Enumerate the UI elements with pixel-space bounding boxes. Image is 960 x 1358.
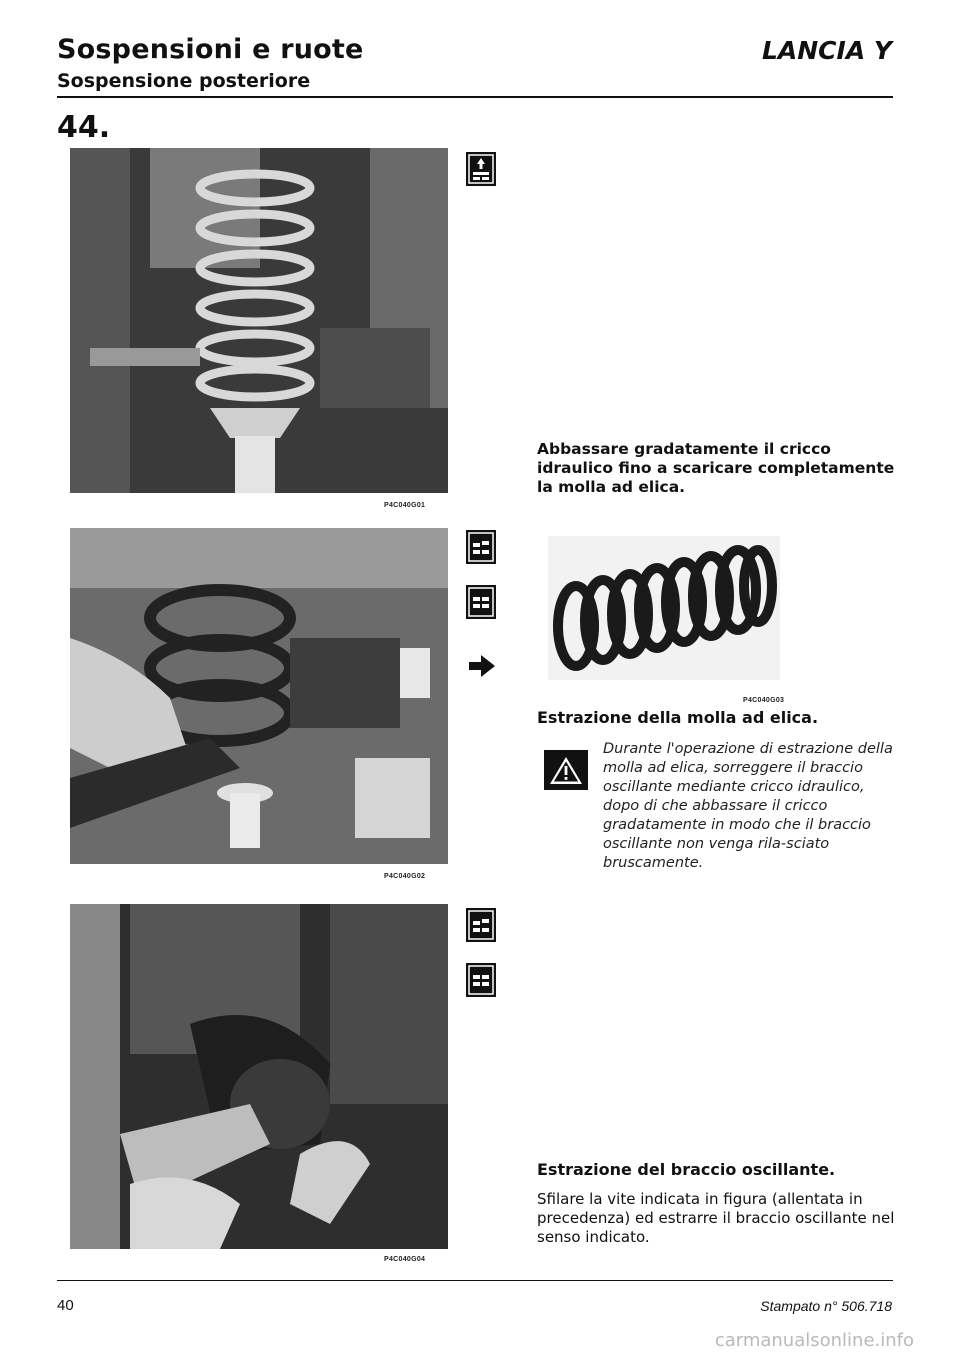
step-arm-removal: Sfilare la vite indicata in figura (allentata in precedenza) ed estrarre il braccio oscillante nel senso indicato. (537, 1190, 895, 1246)
page-number: 40 (57, 1297, 74, 1314)
heading-arm-removal: Estrazione del braccio oscillante. (537, 1160, 836, 1179)
lift-icon (466, 152, 496, 186)
footer-rule (57, 1280, 893, 1281)
photo-spring-removal (70, 528, 448, 864)
photo-coil-spring (548, 536, 780, 680)
heading-spring-removal: Estrazione della molla ad elica. (537, 708, 819, 727)
figure-code-4: P4C040G04 (384, 1256, 426, 1263)
photo-arm-removal (70, 904, 448, 1249)
step-lower-jack: Abbassare gradatamente il cricco idraulico fino a scaricare completamente la molla ad elica. (537, 440, 895, 496)
figure-code-1: P4C040G01 (384, 502, 426, 509)
section-title: Sospensioni e ruote (57, 34, 364, 65)
print-reference: Stampato n° 506.718 (760, 1298, 892, 1314)
warning-icon (544, 750, 588, 790)
arrow-right-icon (468, 653, 496, 684)
photo-spring-lowering (70, 148, 448, 493)
disassemble-icon-2 (466, 908, 496, 942)
remove-icon-2 (466, 963, 496, 997)
figure-code-2: P4C040G02 (384, 873, 426, 880)
header-rule (57, 96, 893, 98)
figure-code-3: P4C040G03 (743, 697, 785, 704)
section-number: 44. (57, 110, 111, 145)
remove-icon (466, 585, 496, 619)
section-subtitle: Sospensione posteriore (57, 70, 311, 92)
watermark: carmanualsonline.info (714, 1330, 914, 1351)
warning-text: Durante l'operazione di estrazione della molla ad elica, sorreggere il braccio oscillante mediante cricco idraulico, dopo di che abbassare il cricco gradatamente in modo che il braccio oscillante non venga rila-sciato bruscamente. (603, 741, 893, 871)
disassemble-icon (466, 530, 496, 564)
brand-logo: LANCIA Y (761, 36, 892, 65)
